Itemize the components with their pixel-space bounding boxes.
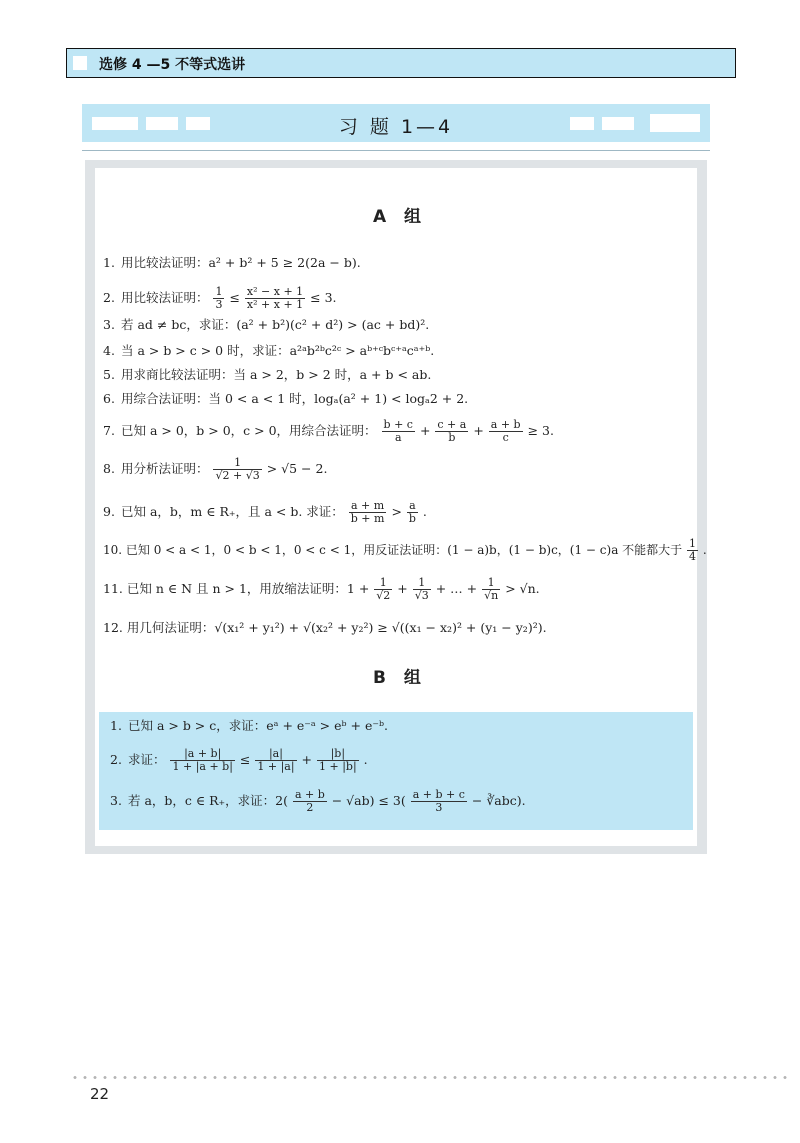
exercise-item — [103, 317, 429, 333]
exercise-item — [110, 789, 526, 814]
numerator: |b| — [317, 748, 359, 761]
numerator: a + b + c — [412, 788, 465, 801]
item-number: 1. — [103, 255, 115, 270]
fraction — [687, 538, 698, 563]
item-number: 9. — [103, 504, 115, 519]
item-number: 11. — [103, 581, 123, 596]
exercise-item — [103, 538, 707, 563]
item-text: > √5 − 2. — [266, 461, 328, 476]
item-text: + — [419, 423, 435, 438]
band-decoration — [602, 117, 634, 130]
numerator: 1 — [413, 577, 431, 590]
item-text: + — [397, 581, 412, 596]
item-text: 求证： — [127, 752, 166, 767]
fraction — [489, 419, 523, 444]
item-text: ≤ 3. — [310, 290, 337, 305]
divider — [82, 150, 710, 151]
numerator: |a + b| — [170, 748, 234, 761]
exercise-title-band — [82, 104, 710, 142]
item-text: > — [391, 504, 406, 519]
item-text: ≤ — [229, 290, 244, 305]
fraction — [411, 789, 467, 814]
item-text: 用比较法证明：a² + b² + 5 ≥ 2(2a − b). — [120, 255, 361, 270]
exercise-item — [103, 577, 540, 602]
item-number: 2. — [110, 752, 122, 767]
item-number: 7. — [103, 423, 115, 438]
band-decoration — [650, 114, 700, 132]
numerator: b + c — [383, 418, 413, 431]
item-text: 已知 a > b > c，求证：eᵃ + e⁻ᵃ > eᵇ + e⁻ᵇ. — [127, 718, 388, 733]
group-a-heading: A 组 — [372, 207, 428, 227]
denominator: √2 — [376, 589, 391, 602]
item-text: 当 a > b > c > 0 时，求证：a²ᵃb²ᵇc²ᶜ > aᵇ⁺ᶜbᶜ⁺ᵃcᵃ⁺ᵇ. — [120, 343, 435, 358]
item-number: 3. — [110, 793, 122, 808]
denominator: b — [448, 431, 456, 444]
fraction — [407, 500, 418, 525]
item-number: 12. — [103, 620, 123, 635]
header-square-mark — [73, 56, 87, 70]
numerator: a + b — [294, 788, 325, 801]
item-number: 5. — [103, 367, 115, 382]
fraction — [255, 748, 296, 773]
denominator: 1 + |b| — [318, 760, 357, 773]
item-text: 若 a，b，c ∈ R₊，求证：2( — [127, 793, 288, 808]
numerator: 1 — [213, 457, 261, 470]
group-b-heading: B 组 — [373, 668, 427, 688]
item-text: 用比较法证明： — [120, 290, 209, 305]
denominator: √3 — [414, 589, 429, 602]
numerator: 1 — [374, 577, 392, 590]
denominator: √2 + √3 — [215, 469, 260, 482]
fraction — [349, 500, 387, 525]
item-text: 若 ad ≠ bc，求证：(a² + b²)(c² + d²) > (ac + bd)². — [120, 317, 430, 332]
item-text: 用几何法证明：√(x₁² + y₁²) + √(x₂² + y₂²) ≥ √((x₁ − x₂)² + (y₁ − y₂)²). — [126, 620, 547, 635]
exercise-item — [103, 457, 327, 482]
exercise-item — [103, 286, 337, 311]
item-text: + … + — [435, 581, 482, 596]
item-text: ≥ 3. — [527, 423, 554, 438]
exercise-item — [103, 419, 554, 444]
chapter-title: 选修 4 —5 不等式选讲 — [99, 57, 246, 73]
exercise-item — [110, 748, 368, 773]
fraction — [435, 419, 468, 444]
item-number: 8. — [103, 461, 115, 476]
fraction — [245, 286, 305, 311]
item-text: > √n. — [505, 581, 540, 596]
item-number: 10. — [103, 543, 123, 557]
denominator: 4 — [689, 550, 697, 563]
numerator: a + m — [349, 500, 387, 513]
item-text: + — [301, 752, 316, 767]
exercise-item — [103, 343, 434, 359]
item-text: 已知 a，b，m ∈ R₊，且 a < b. 求证： — [120, 504, 344, 519]
band-decoration — [570, 117, 594, 130]
footer-dotted-line — [70, 1076, 790, 1079]
exercise-item — [103, 391, 468, 407]
item-text: 用分析法证明： — [120, 461, 209, 476]
fraction — [213, 286, 224, 311]
numerator: c + a — [437, 418, 467, 431]
item-text: − √ab) ≤ 3( — [331, 793, 406, 808]
fraction — [482, 577, 500, 602]
fraction — [293, 789, 327, 814]
fraction — [317, 748, 359, 773]
denominator: a — [394, 431, 402, 444]
denominator: c — [502, 431, 509, 444]
denominator: b — [408, 512, 416, 525]
denominator: 1 + |a| — [257, 760, 295, 773]
fraction — [413, 577, 431, 602]
fraction — [374, 577, 392, 602]
fraction — [213, 457, 261, 482]
fraction — [170, 748, 234, 773]
exercise-item — [110, 718, 388, 734]
fraction — [382, 419, 415, 444]
item-number: 6. — [103, 391, 115, 406]
item-text: . — [363, 752, 368, 767]
denominator: 3 — [215, 298, 223, 311]
denominator: 1 + |a + b| — [172, 760, 233, 773]
item-text: − ∛abc). — [471, 793, 526, 808]
numerator: 1 — [689, 537, 697, 550]
exercise-title: 习 题 1—4 — [338, 116, 454, 138]
item-number: 4. — [103, 343, 115, 358]
item-text: ≤ — [239, 752, 255, 767]
item-text: 用综合法证明：当 0 < a < 1 时，logₐ(a² + 1) < logₐ2 + 2. — [120, 391, 469, 406]
numerator: 1 — [215, 285, 223, 298]
item-number: 3. — [103, 317, 115, 332]
exercise-item — [103, 255, 361, 271]
numerator: a + b — [490, 418, 521, 431]
denominator: b + m — [350, 512, 385, 525]
denominator: 2 — [306, 801, 314, 814]
exercise-item — [103, 500, 427, 525]
item-number: 2. — [103, 290, 115, 305]
denominator: 3 — [435, 801, 443, 814]
denominator: x² + x + 1 — [246, 298, 304, 311]
chapter-header — [66, 48, 736, 78]
denominator: √n — [484, 589, 499, 602]
exercise-item — [103, 620, 547, 636]
item-text: + — [473, 423, 488, 438]
item-text: . — [422, 504, 427, 519]
item-number: 1. — [110, 718, 122, 733]
numerator: |a| — [255, 748, 296, 761]
page-number: 22 — [90, 1085, 110, 1103]
exercise-item — [103, 367, 431, 383]
numerator: 1 — [482, 577, 500, 590]
item-text: 已知 0 < a < 1，0 < b < 1，0 < c < 1，用反证法证明：(1 − a)b，(1 − b)c，(1 − c)a 不能都大于 — [125, 543, 683, 557]
item-text: 已知 n ∈ N 且 n > 1，用放缩法证明：1 + — [126, 581, 374, 596]
numerator: a — [407, 500, 418, 513]
item-text: . — [702, 543, 707, 557]
item-text: 已知 a > 0，b > 0，c > 0，用综合法证明： — [120, 423, 377, 438]
numerator: x² − x + 1 — [246, 285, 304, 298]
item-text: 用求商比较法证明：当 a > 2，b > 2 时，a + b < ab. — [120, 367, 432, 382]
